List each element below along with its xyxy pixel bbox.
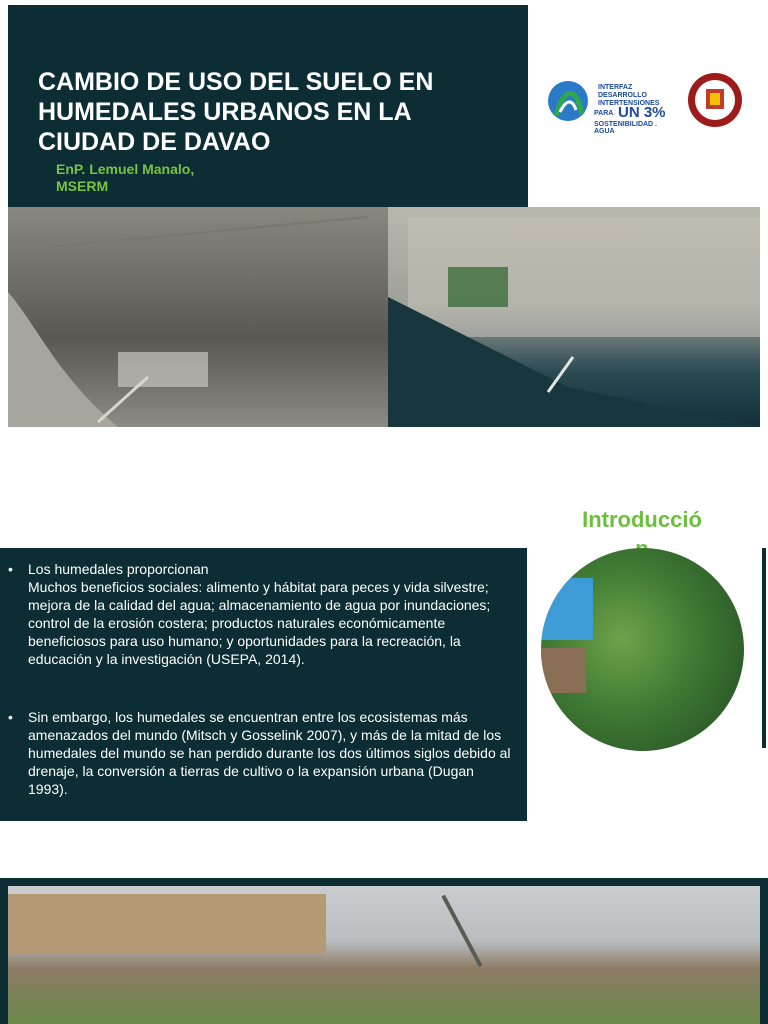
logo-small-text: PARA [594, 110, 614, 117]
title-block [8, 5, 528, 207]
mall-building [8, 894, 326, 954]
list-item [28, 708, 516, 798]
logo-text: INTERFAZ DESARROLLO INTERTENSIONES [598, 84, 660, 107]
intro-heading: Introducció [582, 507, 702, 532]
author-name: EnP. Lemuel Manalo, [56, 161, 195, 177]
page-title: CAMBIO DE USO DEL SUELO EN HUMEDALES URBANOS EN LA CIUDAD DE DAVAO [38, 68, 434, 156]
intro-text-box [0, 548, 527, 821]
university-seal-icon [688, 73, 742, 127]
accent-bar [0, 580, 3, 692]
logos [540, 70, 760, 140]
pool-shape [541, 578, 593, 640]
bullet1-title: • Los humedales proporcionan [28, 561, 209, 577]
bullet2-text: • Sin embargo, los humedales se encuentran entre los ecosistemas más amenazados del mundo (Mitsch y Gosselink 2007), y más de la mitad de los humedales del mundo se han perdido durante los dos últimos siglos debido al drenaje, la conversión a tierras de cultivo o la expansión urbana (Dugan 1993). [28, 709, 511, 797]
logo-tagline: SOSTENIBILIDAD . AGUA [594, 121, 658, 135]
modern-aerial-photo [388, 207, 760, 427]
right-accent-bar [762, 548, 766, 748]
logo-mark-icon [546, 76, 602, 126]
accent-bar [0, 705, 3, 805]
comparison-photos [8, 207, 760, 427]
bullet1-body: Muchos beneficios sociales: alimento y hábitat para peces y vida silvestre; mejora de la calidad del agua; almacenamiento de agua por inundaciones; control de la erosión costera; productos naturales económicamente beneficiosos para uso humano; y oportunidades para la recreación, la educación y la investigación (USEPA, 2014). [28, 579, 491, 667]
construction-photo [8, 886, 760, 1024]
author-degree: MSERM [56, 178, 109, 194]
logo-big-text: UN 3% [618, 104, 666, 121]
crane-shape [441, 895, 482, 968]
logo-interfaz-icon [546, 76, 666, 135]
wetland-aerial-photo [541, 548, 744, 751]
list-item [28, 560, 516, 668]
author [56, 161, 194, 195]
historic-aerial-photo [8, 207, 388, 427]
roof-shape [541, 648, 586, 693]
